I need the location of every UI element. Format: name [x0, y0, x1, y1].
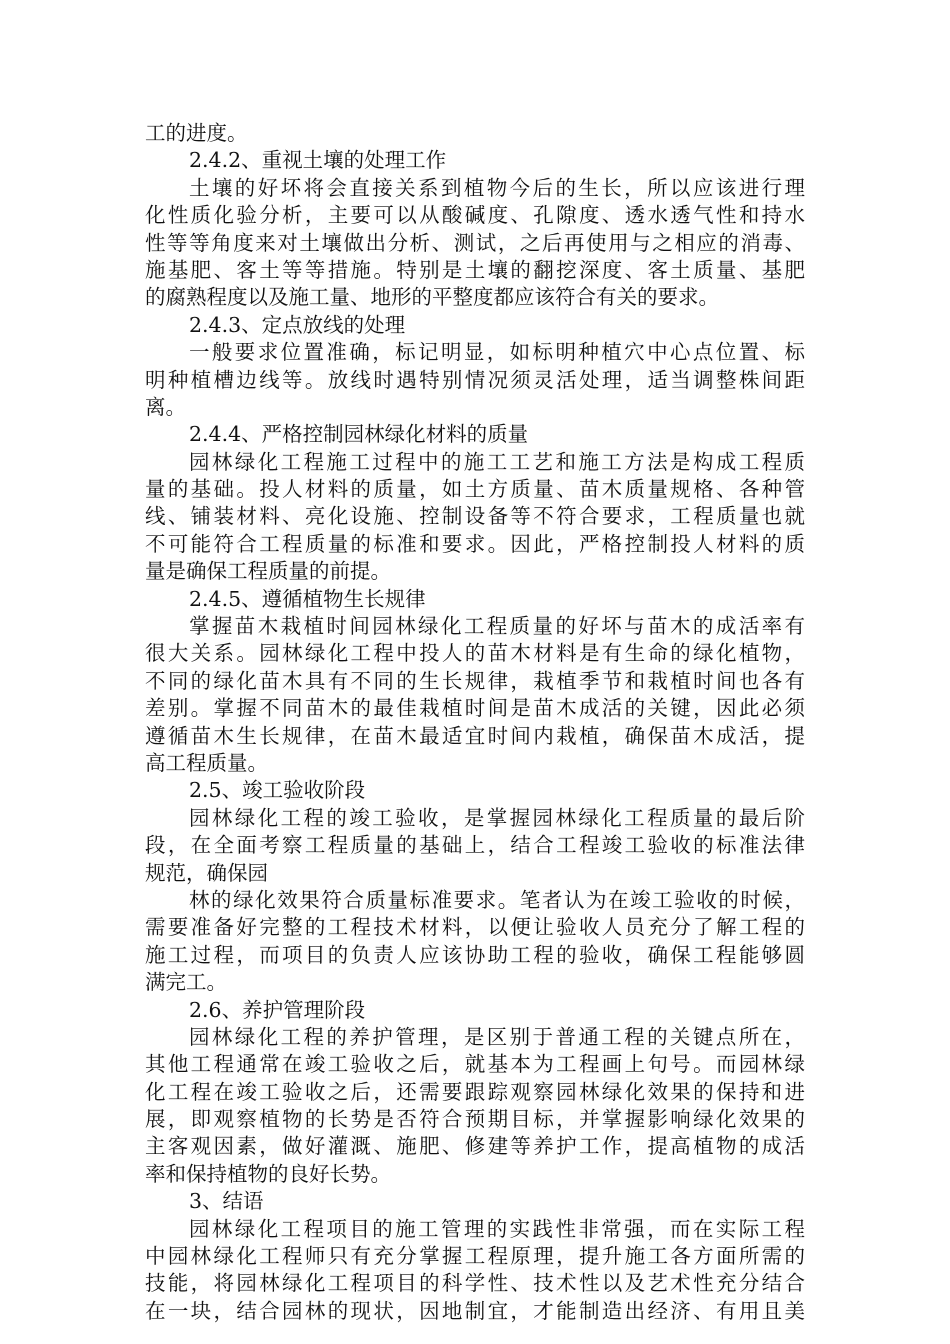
- text-line: 化工程在竣工验收之后，还需要跟踪观察园林绿化效果的保持和进: [145, 1079, 805, 1104]
- text-line: 离。: [145, 394, 186, 419]
- text-line: 2.4.2、重视土壤的处理工作: [189, 148, 447, 173]
- text-line: 差别。掌握不同苗木的最佳栽植时间是苗木成活的关键，因此必须: [145, 696, 805, 721]
- text-line: 主客观因素，做好灌溉、施肥、修建等养护工作，提高植物的成活: [145, 1134, 805, 1159]
- text-line: 性等等角度来对土壤做出分析、测试，之后再使用与之相应的消毒、: [145, 230, 805, 255]
- text-line: 2.5、竣工验收阶段: [189, 778, 366, 803]
- text-line: 园林绿化工程项目的施工管理的实践性非常强，而在实际工程: [189, 1216, 805, 1241]
- text-line: 技能，将园林绿化工程项目的科学性、技术性以及艺术性充分结合: [145, 1271, 805, 1296]
- text-line: 不同的绿化苗木具有不同的生长规律，栽植季节和栽植时间也各有: [145, 668, 805, 693]
- text-line: 量是确保工程质量的前提。: [145, 559, 391, 584]
- text-line: 的腐熟程度以及施工量、地形的平整度都应该符合有关的要求。: [145, 285, 719, 310]
- text-line: 施工过程，而项目的负责人应该协助工程的验收，确保工程能够圆: [145, 942, 805, 967]
- text-line: 林的绿化效果符合质量标准要求。笔者认为在竣工验收的时候，: [189, 887, 805, 912]
- text-line: 率和保持植物的良好长势。: [145, 1161, 391, 1186]
- text-line: 工的进度。: [145, 121, 248, 145]
- text-line: 一般要求位置准确，标记明显，如标明种植穴中心点位置、标: [189, 340, 805, 365]
- text-line: 很大关系。园林绿化工程中投人的苗木材料是有生命的绿化植物，: [145, 641, 805, 666]
- document-body: [145, 120, 805, 1325]
- text-line: 高工程质量。: [145, 750, 268, 775]
- text-line: 遵循苗木生长规律，在苗木最适宜时间内栽植，确保苗木成活，提: [145, 723, 805, 748]
- text-line: 明种植槽边线等。放线时遇特别情况须灵活处理，适当调整株间距: [145, 367, 805, 392]
- text-line: 段，在全面考察工程质量的基础上，结合工程竣工验收的标准法律: [145, 833, 805, 858]
- text-line: 3、结语: [189, 1189, 264, 1214]
- text-line: 需要准备好完整的工程技术材料，以便让验收人员充分了解工程的: [145, 915, 805, 940]
- text-line: 满完工。: [145, 970, 227, 995]
- text-line: 园林绿化工程施工过程中的施工工艺和施工方法是构成工程质: [189, 449, 805, 474]
- text-line: 掌握苗木栽植时间园林绿化工程质量的好坏与苗木的成活率有: [189, 614, 805, 639]
- text-line: 2.6、养护管理阶段: [189, 997, 366, 1022]
- text-line: 展，即观察植物的长势是否符合预期目标，并掌握影响绿化效果的: [145, 1107, 805, 1132]
- text-line: 其他工程通常在竣工验收之后，就基本为工程画上句号。而园林绿: [145, 1052, 805, 1077]
- text-line: 2.4.3、定点放线的处理: [189, 312, 406, 337]
- text-line: 量的基础。投人材料的质量，如土方质量、苗木质量规格、各种管: [145, 477, 805, 502]
- text-line: 园林绿化工程的养护管理，是区别于普通工程的关键点所在，: [189, 1024, 805, 1049]
- text-line: 施基肥、客土等等措施。特别是土壤的翻挖深度、客土质量、基肥: [145, 257, 805, 282]
- text-line: 不可能符合工程质量的标准和要求。因此，严格控制投人材料的质: [145, 531, 805, 556]
- text-line: 土壤的好坏将会直接关系到植物今后的生长，所以应该进行理: [189, 175, 805, 200]
- text-line: 线、铺装材料、亮化设施、控制设备等不符合要求，工程质量也就: [145, 504, 805, 529]
- text-line: 2.4.4、严格控制园林绿化材料的质量: [189, 422, 529, 447]
- text-line: 在一块，结合园林的现状，因地制宜，才能制造出经济、有用且美: [145, 1298, 805, 1323]
- text-line: 2.4.5、遵循植物生长规律: [189, 586, 426, 611]
- text-line: 化性质化验分析，主要可以从酸碱度、孔隙度、透水透气性和持水: [145, 203, 805, 228]
- text-line: 园林绿化工程的竣工验收，是掌握园林绿化工程质量的最后阶: [189, 805, 805, 830]
- text-line: 中园林绿化工程师只有充分掌握工程原理，提升施工各方面所需的: [145, 1244, 805, 1269]
- text-line: 规范，确保园: [145, 860, 268, 885]
